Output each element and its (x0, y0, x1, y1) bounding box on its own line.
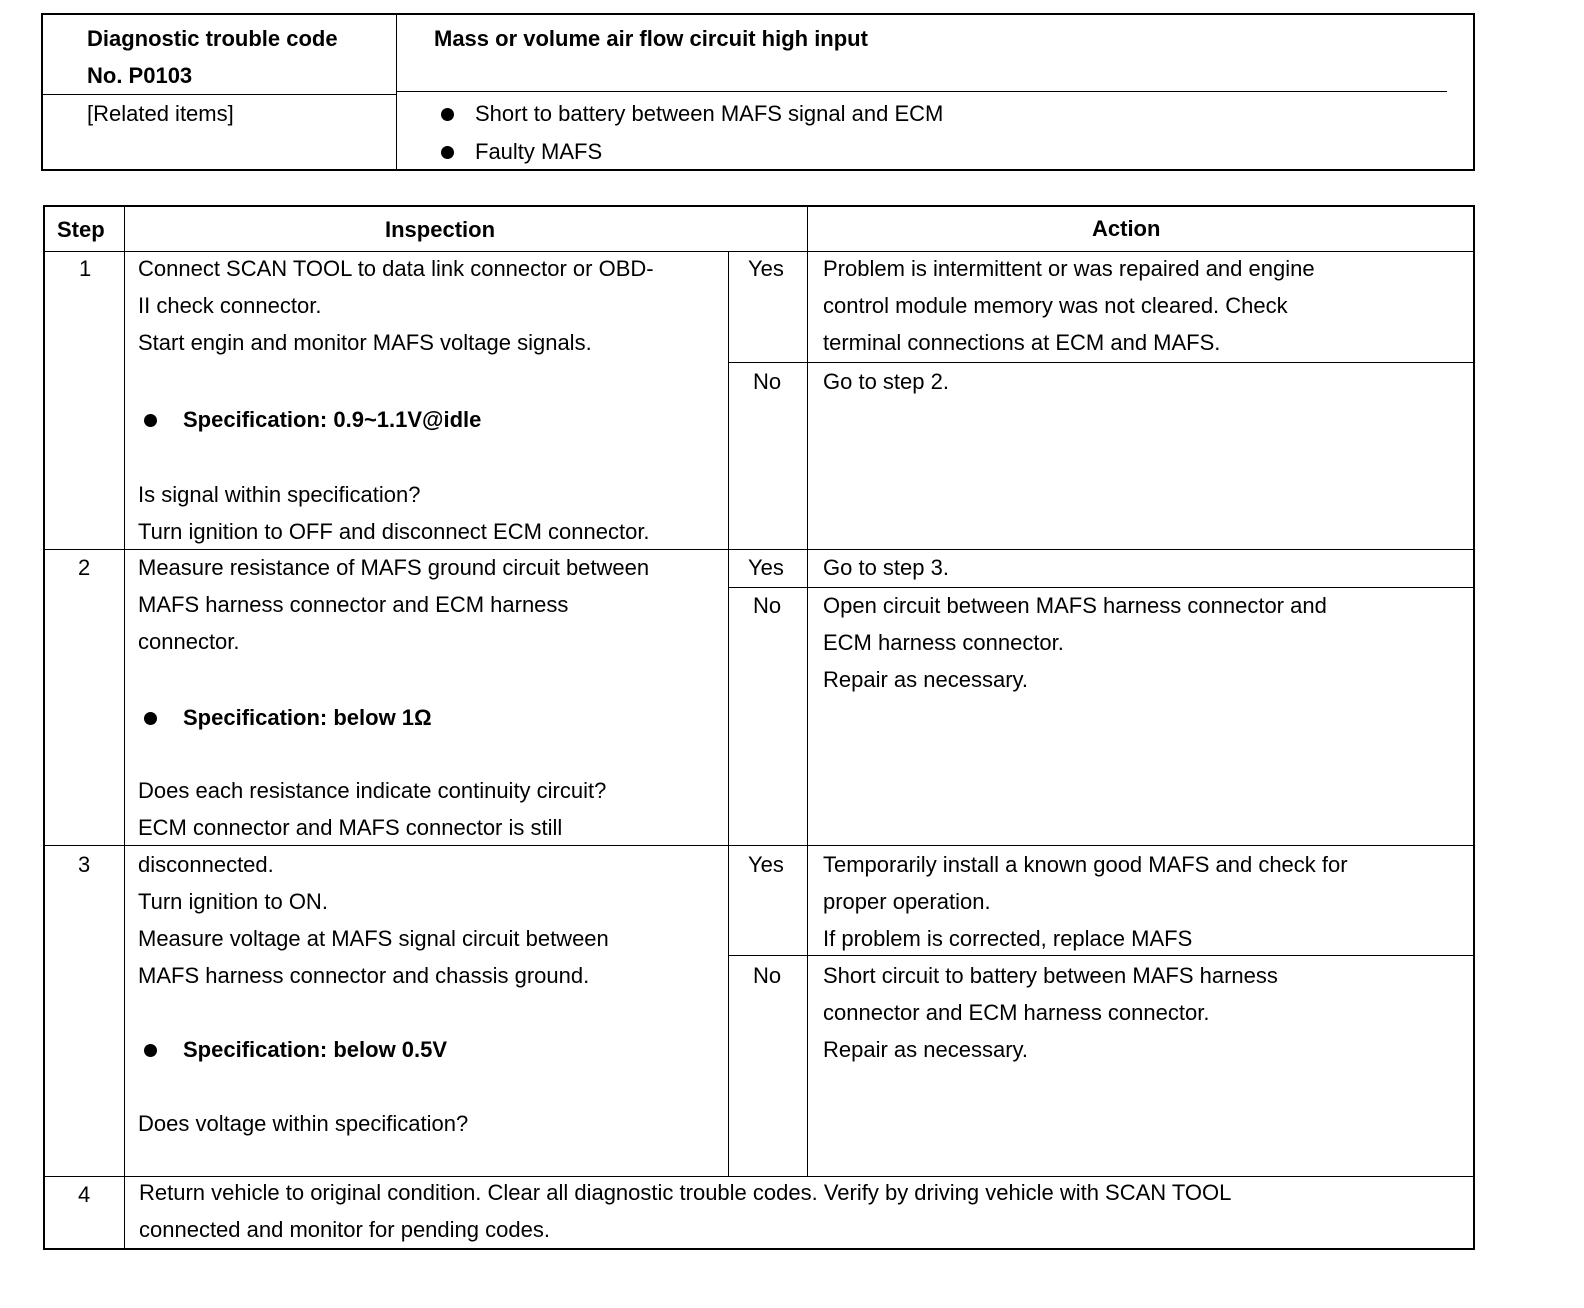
step-4-text (139, 1174, 1231, 1248)
dtc-label-line2: No. P0103 (87, 63, 193, 88)
no-label: No (753, 369, 782, 394)
inspection-line: Turn ignition to ON. (138, 889, 328, 914)
header-border-left (41, 13, 43, 171)
col-header-step: Step (57, 217, 105, 242)
inspection-line: Connect SCAN TOOL to data link connector or OBD- (138, 256, 654, 281)
step-2-inspection-after (138, 772, 606, 846)
step-2-no-action (823, 587, 1327, 698)
action-line: ECM harness connector. (823, 630, 1064, 655)
inspection-line: Start engin and monitor MAFS voltage signals. (138, 330, 592, 355)
action-line: proper operation. (823, 889, 991, 914)
inspection-line: Measure resistance of MAFS ground circuit between (138, 555, 650, 580)
inspection-line: ECM connector and MAFS connector is still (138, 815, 563, 840)
inspection-line: MAFS harness connector and ECM harness (138, 592, 569, 617)
step-1-inspection-after (138, 476, 650, 550)
step-3-specification: Specification: below 0.5V (183, 1037, 448, 1062)
col-divider-action (807, 205, 808, 1176)
header-border-right (1473, 13, 1475, 171)
header-divider-right (397, 91, 1447, 92)
inspection-line: connector. (138, 629, 240, 654)
step-number: 4 (78, 1182, 91, 1207)
step-2-specification: Specification: below 1Ω (183, 705, 432, 730)
no-label: No (753, 593, 782, 618)
col-divider-yesno (728, 251, 729, 1176)
step-3-inspection (138, 846, 609, 994)
header-divider-vertical (396, 13, 397, 171)
inspection-line: II check connector. (138, 293, 322, 318)
step-number: 3 (78, 852, 91, 877)
table-border-left (43, 205, 45, 1250)
inspection-line: MAFS harness connector and chassis ground. (138, 963, 590, 988)
inspection-line: Is signal within specification? (138, 482, 421, 507)
step-1-no-action: Go to step 2. (823, 369, 949, 394)
related-items-label: [Related items] (87, 101, 234, 126)
step-3-no-action (823, 957, 1278, 1068)
bullet-icon (441, 108, 454, 121)
dtc-label-line1: Diagnostic trouble code (87, 26, 338, 51)
action-line: Short circuit to battery between MAFS harness (823, 963, 1278, 988)
yes-label: Yes (748, 555, 784, 580)
yes-label: Yes (748, 852, 784, 877)
action-line: Temporarily install a known good MAFS and check for (823, 852, 1348, 877)
step-number: 2 (78, 555, 91, 580)
bullet-icon (144, 1044, 157, 1057)
col-divider-step (124, 205, 125, 1250)
action-line: terminal connections at ECM and MAFS. (823, 330, 1221, 355)
step-2-yes-action: Go to step 3. (823, 555, 949, 580)
inspection-line: disconnected. (138, 852, 274, 877)
step-4-line: Return vehicle to original condition. Clear all diagnostic trouble codes. Verify by driving vehicle with SCAN TOOL (139, 1180, 1232, 1205)
inspection-line: Measure voltage at MAFS signal circuit between (138, 926, 609, 951)
step-1-specification: Specification: 0.9~1.1V@idle (183, 407, 482, 432)
step-number: 1 (79, 256, 92, 281)
inspection-line: Does each resistance indicate continuity circuit? (138, 778, 607, 803)
related-item: Faulty MAFS (475, 139, 603, 164)
step-3-yes-action (823, 846, 1348, 957)
dtc-title: Mass or volume air flow circuit high input (434, 26, 868, 51)
header-border-top (41, 13, 1475, 15)
col-header-inspection: Inspection (385, 217, 496, 242)
step-1-inspection (138, 250, 654, 361)
step-4-line: connected and monitor for pending codes. (139, 1217, 550, 1242)
yes-label: Yes (748, 256, 784, 281)
step-3-inspection-after: Does voltage within specification? (138, 1111, 469, 1136)
action-line: Open circuit between MAFS harness connector and (823, 593, 1327, 618)
action-line: Repair as necessary. (823, 1037, 1029, 1062)
action-line: Problem is intermittent or was repaired and engine (823, 256, 1315, 281)
header-border-bottom (41, 169, 1475, 171)
inspection-line: Turn ignition to OFF and disconnect ECM connector. (138, 519, 650, 544)
bullet-icon (144, 414, 157, 427)
related-item: Short to battery between MAFS signal and ECM (475, 101, 944, 126)
col-header-action: Action (1092, 216, 1161, 241)
table-border-bottom (43, 1248, 1475, 1250)
bullet-icon (144, 712, 157, 725)
step-2-inspection (138, 549, 649, 660)
bullet-icon (441, 146, 454, 159)
action-line: Repair as necessary. (823, 667, 1029, 692)
table-border-top (43, 205, 1475, 207)
action-line: connector and ECM harness connector. (823, 1000, 1210, 1025)
action-line: If problem is corrected, replace MAFS (823, 926, 1193, 951)
step-1-yes-action (823, 250, 1315, 361)
no-label: No (753, 963, 782, 988)
action-line: control module memory was not cleared. Check (823, 293, 1288, 318)
